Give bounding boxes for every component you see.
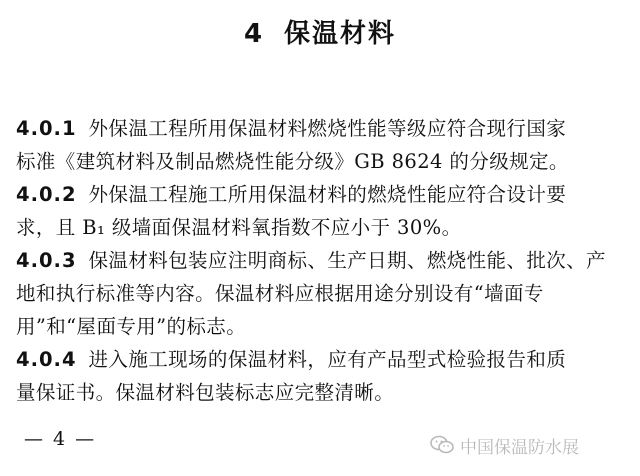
clause-text: 保温材料包装应注明商标、生产日期、燃烧性能、批次、产 xyxy=(88,249,606,272)
clause-number: 4.0.1 xyxy=(16,117,77,140)
chapter-name: 保温材料 xyxy=(284,19,397,49)
clause-line: 求，且 B₁ 级墙面保温材料氧指数不应小于 30%。 xyxy=(16,216,462,239)
clause-line xyxy=(16,112,632,145)
wechat-icon xyxy=(430,435,454,455)
clause-line: 量保证书。保温材料包装标志应完整清晰。 xyxy=(16,381,395,404)
clause-line: 地和执行标准等内容。保温材料应根据用途分别设有“墙面专 xyxy=(16,282,544,305)
clause-number: 4.0.4 xyxy=(16,348,77,371)
clause-line xyxy=(16,178,632,211)
clause-4-0-4 xyxy=(16,343,632,409)
clause-4-0-2 xyxy=(16,178,632,244)
clause-text: 外保温工程所用保温材料燃烧性能等级应符合现行国家 xyxy=(88,117,567,140)
clause-line: 用”和“屋面专用”的标志。 xyxy=(16,315,247,338)
clause-4-0-1 xyxy=(16,112,632,178)
watermark-text: 中国保温防水展 xyxy=(460,437,579,458)
clause-line xyxy=(16,343,632,376)
clause-line: 标准《建筑材料及制品燃烧性能分级》GB 8624 的分级规定。 xyxy=(16,150,569,173)
clause-line xyxy=(16,244,632,277)
watermark xyxy=(430,430,630,460)
clause-list xyxy=(16,112,632,409)
chapter-title xyxy=(0,16,640,52)
clause-4-0-3 xyxy=(16,244,632,343)
page-number: — 4 — xyxy=(24,428,97,450)
clause-text: 外保温工程施工所用保温材料的燃烧性能应符合设计要 xyxy=(88,183,567,206)
clause-text: 进入施工现场的保温材料，应有产品型式检验报告和质 xyxy=(88,348,567,371)
clause-number: 4.0.3 xyxy=(16,249,77,272)
clause-number: 4.0.2 xyxy=(16,183,77,206)
chapter-number: 4 xyxy=(243,19,265,49)
